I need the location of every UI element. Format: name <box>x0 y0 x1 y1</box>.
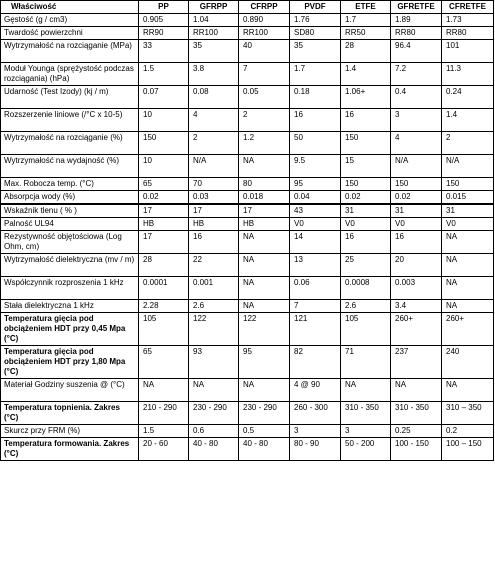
property-value: 3 <box>391 109 442 132</box>
property-value: NA <box>341 379 391 402</box>
property-value: 2 <box>442 132 494 155</box>
table-row <box>1 109 494 132</box>
property-value: 3 <box>341 425 391 438</box>
property-label: Temperatura gięcia pod obciążeniem HDT przy 0,45 Mpa (°C) <box>1 313 139 346</box>
property-value: 0.08 <box>189 86 239 109</box>
property-value: HB <box>239 218 290 231</box>
table-row <box>1 402 494 425</box>
property-value: 230 - 290 <box>189 402 239 425</box>
table-row <box>1 204 494 218</box>
property-value: 122 <box>189 313 239 346</box>
property-label: Współczynnik rozproszenia 1 kHz <box>1 277 139 300</box>
property-value: 70 <box>189 178 239 191</box>
property-value: 0.018 <box>239 191 290 205</box>
property-label: Temperatura gięcia pod obciążeniem HDT przy 1,80 Mpa (°C) <box>1 346 139 379</box>
property-value: 1.4 <box>442 109 494 132</box>
table-row <box>1 313 494 346</box>
property-value: 105 <box>139 313 189 346</box>
property-value: 121 <box>290 313 341 346</box>
property-value: 310 – 350 <box>442 402 494 425</box>
property-value: 0.18 <box>290 86 341 109</box>
table-row <box>1 379 494 402</box>
property-value: 0.25 <box>391 425 442 438</box>
property-value: SD80 <box>290 27 341 40</box>
property-value: 7 <box>290 300 341 313</box>
property-value: 0.03 <box>189 191 239 205</box>
property-value: N/A <box>391 155 442 178</box>
property-value: 0.0001 <box>139 277 189 300</box>
property-value: 1.76 <box>290 14 341 27</box>
property-value: 260+ <box>442 313 494 346</box>
property-value: 150 <box>391 178 442 191</box>
property-value: 10 <box>139 155 189 178</box>
property-label: Moduł Younga (sprężystość podczas rozciągania) (hPa) <box>1 63 139 86</box>
property-value: NA <box>189 379 239 402</box>
property-value: HB <box>139 218 189 231</box>
property-value: 0.4 <box>391 86 442 109</box>
table-row <box>1 277 494 300</box>
header-material: CFRPP <box>239 1 290 14</box>
property-value: 7 <box>239 63 290 86</box>
table-row <box>1 300 494 313</box>
property-value: V0 <box>442 218 494 231</box>
property-value: 43 <box>290 204 341 218</box>
property-value: 105 <box>341 313 391 346</box>
property-value: 260 - 300 <box>290 402 341 425</box>
property-value: 96.4 <box>391 40 442 63</box>
property-value: 50 - 200 <box>341 438 391 461</box>
property-value: HB <box>189 218 239 231</box>
property-label: Gęstość (g / cm3) <box>1 14 139 27</box>
property-value: V0 <box>341 218 391 231</box>
property-value: 100 - 150 <box>391 438 442 461</box>
property-value: NA <box>391 379 442 402</box>
property-value: 1.06+ <box>341 86 391 109</box>
header-property: Właściwość <box>1 1 139 14</box>
property-label: Wskaźnik tlenu ( % ) <box>1 204 139 218</box>
property-label: Palność UL94 <box>1 218 139 231</box>
property-value: RR100 <box>189 27 239 40</box>
property-label: Twardość powierzchni <box>1 27 139 40</box>
table-row <box>1 63 494 86</box>
property-value: 310 - 350 <box>391 402 442 425</box>
property-value: 1.73 <box>442 14 494 27</box>
property-value: 0.003 <box>391 277 442 300</box>
property-value: 3 <box>290 425 341 438</box>
property-value: 1.7 <box>341 14 391 27</box>
property-value: RR90 <box>139 27 189 40</box>
property-value: 16 <box>341 231 391 254</box>
property-label: Wytrzymałość na rozciąganie (%) <box>1 132 139 155</box>
property-value: 28 <box>139 254 189 277</box>
header-material: PP <box>139 1 189 14</box>
table-row <box>1 86 494 109</box>
property-label: Max. Robocza temp. (°C) <box>1 178 139 191</box>
property-value: 150 <box>341 132 391 155</box>
property-value: 100 – 150 <box>442 438 494 461</box>
header-material: PVDF <box>290 1 341 14</box>
property-value: 16 <box>391 231 442 254</box>
property-value: 65 <box>139 178 189 191</box>
header-material: CFRETFE <box>442 1 494 14</box>
property-value: 1.04 <box>189 14 239 27</box>
property-value: 0.905 <box>139 14 189 27</box>
property-value: 50 <box>290 132 341 155</box>
property-value: NA <box>139 379 189 402</box>
table-row <box>1 231 494 254</box>
property-value: 25 <box>341 254 391 277</box>
property-value: 3.4 <box>391 300 442 313</box>
property-value: 0.6 <box>189 425 239 438</box>
property-label: Rezystywność objętościowa (Log Ohm, cm) <box>1 231 139 254</box>
property-value: NA <box>442 231 494 254</box>
property-value: NA <box>239 300 290 313</box>
table-row <box>1 155 494 178</box>
property-label: Temperatura topnienia. Zakres (°C) <box>1 402 139 425</box>
property-value: N/A <box>189 155 239 178</box>
property-value: 210 - 290 <box>139 402 189 425</box>
property-label: Skurcz przy FRM (%) <box>1 425 139 438</box>
property-value: 240 <box>442 346 494 379</box>
property-value: RR100 <box>239 27 290 40</box>
table-row <box>1 438 494 461</box>
property-value: 0.5 <box>239 425 290 438</box>
property-value: 95 <box>239 346 290 379</box>
property-value: 150 <box>341 178 391 191</box>
property-value: 80 - 90 <box>290 438 341 461</box>
property-value: 11.3 <box>442 63 494 86</box>
property-value: NA <box>239 277 290 300</box>
table-row <box>1 27 494 40</box>
property-value: 4 @ 90 <box>290 379 341 402</box>
table-row <box>1 14 494 27</box>
property-value: NA <box>239 231 290 254</box>
property-value: 0.06 <box>290 277 341 300</box>
property-value: RR80 <box>442 27 494 40</box>
property-value: 150 <box>442 178 494 191</box>
property-value: 22 <box>189 254 239 277</box>
table-row <box>1 218 494 231</box>
property-label: Wytrzymałość na wydajność (%) <box>1 155 139 178</box>
property-value: 17 <box>239 204 290 218</box>
property-value: NA <box>239 155 290 178</box>
property-value: 0.24 <box>442 86 494 109</box>
property-value: 4 <box>189 109 239 132</box>
property-label: Wytrzymałość dielektryczna (mv / m) <box>1 254 139 277</box>
header-material: ETFE <box>341 1 391 14</box>
property-value: 17 <box>189 204 239 218</box>
property-value: 230 - 290 <box>239 402 290 425</box>
property-value: 80 <box>239 178 290 191</box>
property-value: V0 <box>290 218 341 231</box>
property-value: 310 - 350 <box>341 402 391 425</box>
property-value: 0.0008 <box>341 277 391 300</box>
property-value: V0 <box>391 218 442 231</box>
property-label: Udarność (Test Izody) (kj / m) <box>1 86 139 109</box>
header-material: GFRETFE <box>391 1 442 14</box>
property-value: 0.07 <box>139 86 189 109</box>
property-value: N/A <box>442 155 494 178</box>
property-label: Temperatura formowania. Zakres (°C) <box>1 438 139 461</box>
property-value: NA <box>239 379 290 402</box>
property-value: NA <box>442 300 494 313</box>
property-value: 0.02 <box>139 191 189 205</box>
table-row <box>1 346 494 379</box>
property-value: 0.890 <box>239 14 290 27</box>
property-value: 0.02 <box>341 191 391 205</box>
property-value: 95 <box>290 178 341 191</box>
property-value: 20 <box>391 254 442 277</box>
property-value: NA <box>239 254 290 277</box>
property-value: RR50 <box>341 27 391 40</box>
property-value: 14 <box>290 231 341 254</box>
property-value: 1.2 <box>239 132 290 155</box>
property-value: 1.5 <box>139 63 189 86</box>
property-value: 237 <box>391 346 442 379</box>
property-value: 1.4 <box>341 63 391 86</box>
property-value: 7.2 <box>391 63 442 86</box>
header-material: GFRPP <box>189 1 239 14</box>
table-row <box>1 191 494 205</box>
property-value: 33 <box>139 40 189 63</box>
property-value: 20 - 60 <box>139 438 189 461</box>
property-value: 0.05 <box>239 86 290 109</box>
property-value: 28 <box>341 40 391 63</box>
property-value: NA <box>442 254 494 277</box>
property-label: Wytrzymałość na rozciąganie (MPa) <box>1 40 139 63</box>
property-value: 1.89 <box>391 14 442 27</box>
property-value: 17 <box>139 204 189 218</box>
header-row <box>1 1 494 14</box>
property-value: 16 <box>189 231 239 254</box>
property-value: 1.5 <box>139 425 189 438</box>
property-value: 35 <box>290 40 341 63</box>
property-value: 0.015 <box>442 191 494 205</box>
property-value: 0.2 <box>442 425 494 438</box>
property-label: Rozszerzenie liniowe (/°C x 10-5) <box>1 109 139 132</box>
property-value: 101 <box>442 40 494 63</box>
property-value: 150 <box>139 132 189 155</box>
table-row <box>1 40 494 63</box>
property-value: 16 <box>290 109 341 132</box>
property-value: 122 <box>239 313 290 346</box>
table-row <box>1 132 494 155</box>
property-label: Stała dielektryczna 1 kHz <box>1 300 139 313</box>
property-value: 13 <box>290 254 341 277</box>
property-value: 31 <box>442 204 494 218</box>
property-value: 16 <box>341 109 391 132</box>
table-body <box>1 14 494 461</box>
property-value: 35 <box>189 40 239 63</box>
property-value: 260+ <box>391 313 442 346</box>
property-value: 0.001 <box>189 277 239 300</box>
property-value: 0.02 <box>391 191 442 205</box>
property-value: 2 <box>189 132 239 155</box>
property-value: 31 <box>341 204 391 218</box>
property-value: 93 <box>189 346 239 379</box>
property-label: Absorpcja wody (%) <box>1 191 139 205</box>
property-value: 71 <box>341 346 391 379</box>
property-value: RR80 <box>391 27 442 40</box>
property-value: 17 <box>139 231 189 254</box>
property-value: 40 - 80 <box>189 438 239 461</box>
property-value: 65 <box>139 346 189 379</box>
table-row <box>1 178 494 191</box>
property-value: 31 <box>391 204 442 218</box>
property-value: 2.28 <box>139 300 189 313</box>
property-value: 1.7 <box>290 63 341 86</box>
property-value: 82 <box>290 346 341 379</box>
property-value: NA <box>442 379 494 402</box>
property-value: 40 - 80 <box>239 438 290 461</box>
property-value: 15 <box>341 155 391 178</box>
table-row <box>1 425 494 438</box>
property-value: 9.5 <box>290 155 341 178</box>
property-value: 2.6 <box>189 300 239 313</box>
table-row <box>1 254 494 277</box>
property-value: 2 <box>239 109 290 132</box>
property-value: 2.6 <box>341 300 391 313</box>
property-value: 3.8 <box>189 63 239 86</box>
property-label: Materiał Godziny suszenia @ (°C) <box>1 379 139 402</box>
property-value: 4 <box>391 132 442 155</box>
property-value: NA <box>442 277 494 300</box>
property-value: 0.04 <box>290 191 341 205</box>
property-value: 10 <box>139 109 189 132</box>
property-value: 40 <box>239 40 290 63</box>
